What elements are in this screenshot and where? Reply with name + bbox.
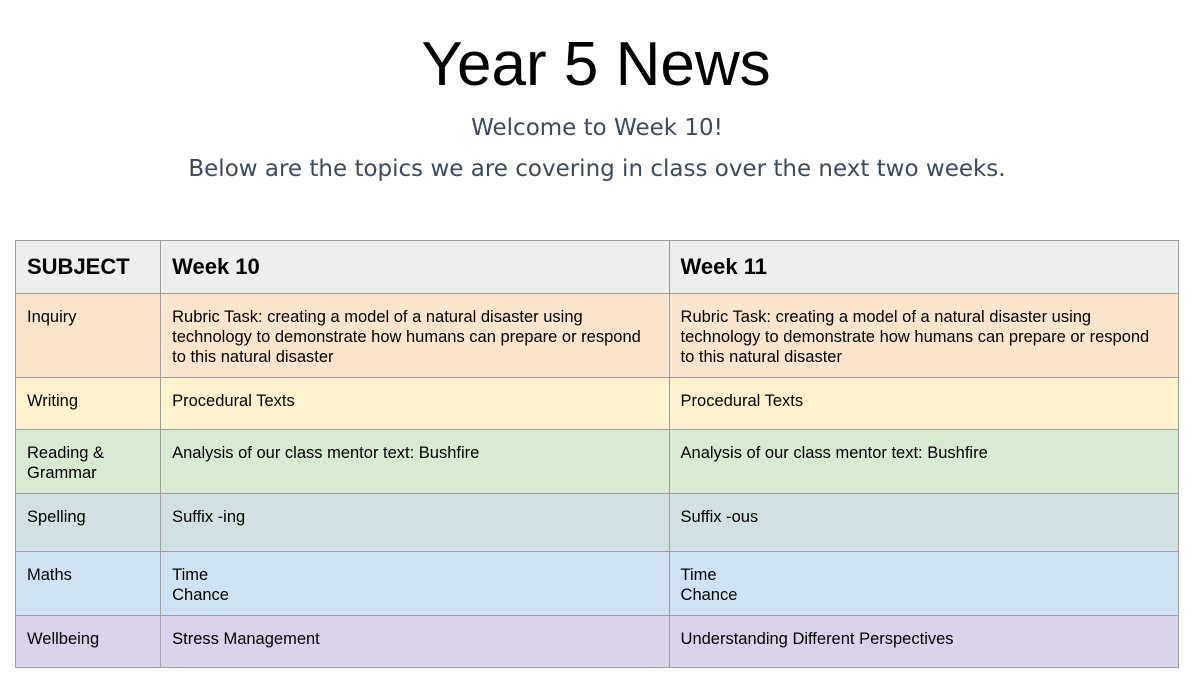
week-10-cell [161,494,669,552]
cell-text-line: Inquiry [27,308,77,326]
topics-table [15,240,1179,668]
subject-cell [16,494,161,552]
cell-text-line: technology to demonstrate how humans can prepare or respond [172,328,641,346]
cell-text-line: Analysis of our class mentor text: Bushfire [680,444,988,462]
week-11-cell [669,378,1178,430]
cell-text-line: Chance [172,586,229,604]
cell-text-line: Time [680,566,717,584]
table-header-row [16,241,1179,294]
subject-cell [16,378,161,430]
cell-text-line: Rubric Task: creating a model of a natural disaster using [680,308,1092,326]
column-header-week-10: Week 10 [161,241,669,294]
week-11-cell [669,294,1178,378]
table-row [16,616,1179,668]
cell-text-line: Suffix -ous [680,508,759,526]
column-header-subject: SUBJECT [16,241,161,294]
cell-text-line: Time [172,566,209,584]
cell-text-line: Suffix -ing [172,508,246,526]
page-title: Year 5 News [421,30,771,99]
cell-text-line: to this natural disaster [172,348,334,366]
week-11-cell [669,430,1178,494]
column-header-week-11: Week 11 [669,241,1178,294]
cell-text-line: Spelling [27,508,86,526]
subject-cell [16,552,161,616]
cell-text-line: Maths [27,566,72,584]
cell-text-line: Reading & [27,444,105,462]
table-row [16,552,1179,616]
week-10-cell [161,552,669,616]
table-row [16,294,1179,378]
table-row [16,378,1179,430]
cell-text-line: Understanding Different Perspectives [680,630,954,648]
subject-cell [16,430,161,494]
week-11-cell [669,616,1178,668]
week-10-cell [161,616,669,668]
week-10-cell [161,294,669,378]
week-11-cell [669,494,1178,552]
cell-text-line: Analysis of our class mentor text: Bushfire [172,444,480,462]
week-10-cell [161,378,669,430]
cell-text-line: to this natural disaster [680,348,842,366]
week-11-cell [669,552,1178,616]
cell-text-line: Stress Management [172,630,320,648]
cell-text-line: Writing [27,392,79,410]
intro-text: Below are the topics we are covering in class over the next two weeks. [188,156,1006,182]
week-10-cell [161,430,669,494]
cell-text-line: Chance [680,586,738,604]
cell-text-line: technology to demonstrate how humans can prepare or respond [680,328,1150,346]
cell-text-line: Grammar [27,464,97,482]
subject-cell [16,294,161,378]
cell-text-line: Procedural Texts [172,392,295,410]
table-row [16,494,1179,552]
welcome-text: Welcome to Week 10! [471,115,723,141]
subject-cell [16,616,161,668]
cell-text-line: Rubric Task: creating a model of a natural disaster using [172,308,583,326]
table-row [16,430,1179,494]
cell-text-line: Procedural Texts [680,392,804,410]
cell-text-line: Wellbeing [27,630,100,648]
